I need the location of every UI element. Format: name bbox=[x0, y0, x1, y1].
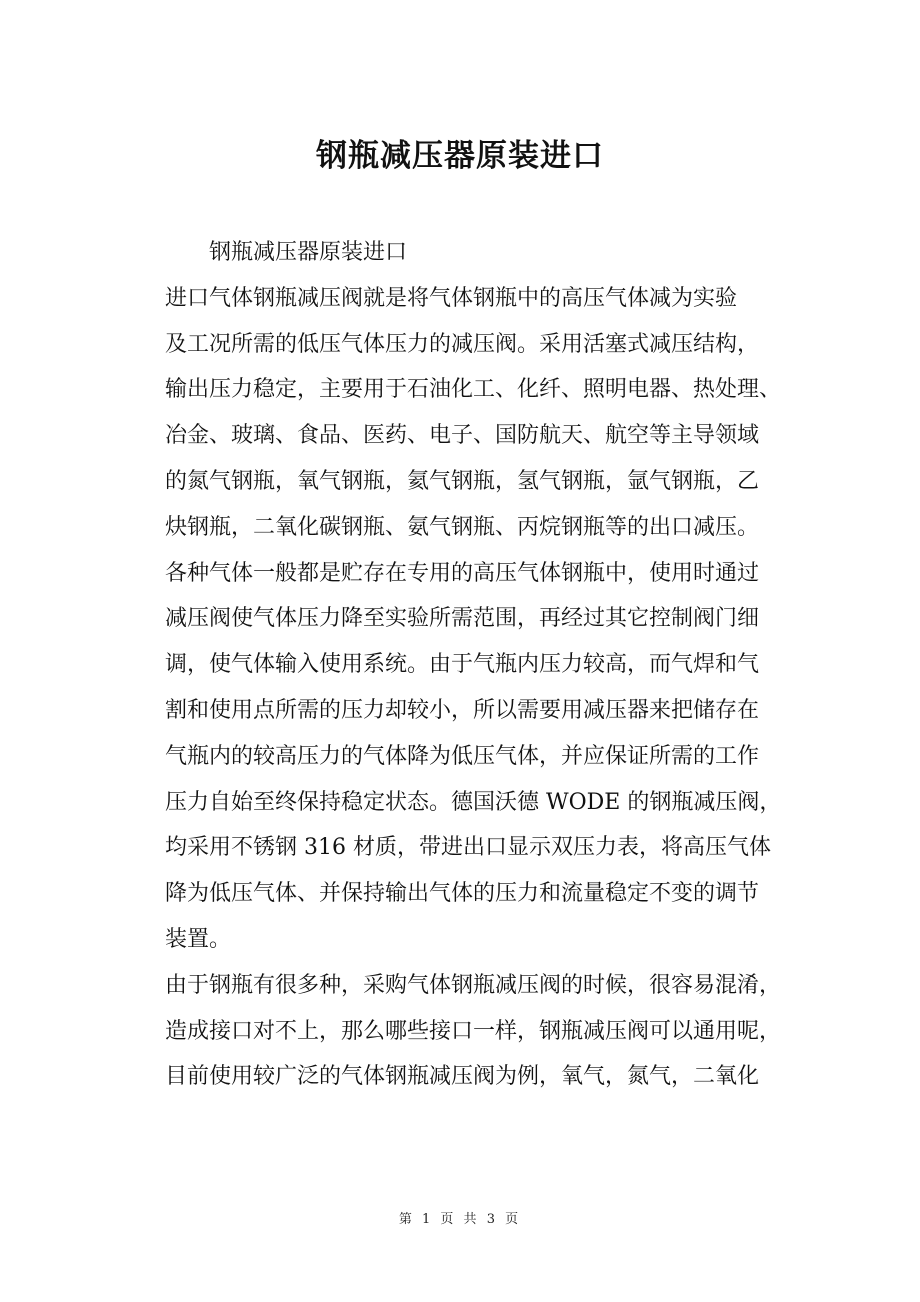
body-line: 由于钢瓶有很多种，采购气体钢瓶减压阀的时候，很容易混淆， bbox=[165, 972, 782, 998]
body-line: 的氮气钢瓶，氧气钢瓶，氦气钢瓶，氢气钢瓶，氩气钢瓶，乙 bbox=[165, 468, 760, 494]
body-line: 各种气体一般都是贮存在专用的高压气体钢瓶中，使用时通过 bbox=[165, 560, 760, 586]
document-title: 钢瓶减压器原装进口 bbox=[316, 138, 604, 174]
body-line: 进口气体钢瓶减压阀就是将气体钢瓶中的高压气体减为实验 bbox=[165, 285, 738, 311]
body-line: 降为低压气体、并保持输出气体的压力和流量稳定不变的调节 bbox=[165, 881, 760, 907]
body-line: 均采用不锈钢 316 材质，带进出口显示双压力表，将高压气体 bbox=[165, 835, 771, 861]
body-line: 炔钢瓶，二氧化碳钢瓶、氨气钢瓶、丙烷钢瓶等的出口减压。 bbox=[165, 514, 760, 540]
body-line: 目前使用较广泛的气体钢瓶减压阀为例，氧气，氮气，二氧化 bbox=[165, 1064, 760, 1090]
page-footer: 第 1 页 共 3 页 bbox=[398, 1212, 522, 1227]
document-body bbox=[165, 230, 805, 1100]
body-line: 气瓶内的较高压力的气体降为低压气体，并应保证所需的工作 bbox=[165, 743, 760, 769]
body-line: 输出压力稳定，主要用于石油化工、化纤、照明电器、热处理、 bbox=[165, 377, 782, 403]
body-line: 钢瓶减压器原装进口 bbox=[209, 240, 408, 265]
body-line: 装置。 bbox=[165, 926, 232, 952]
body-line: 压力自始至终保持稳定状态。德国沃德 WODE 的钢瓶减压阀， bbox=[165, 789, 782, 815]
body-line: 造成接口对不上，那么哪些接口一样，钢瓶减压阀可以通用呢， bbox=[165, 1018, 782, 1044]
body-line: 冶金、玻璃、食品、医药、电子、国防航天、航空等主导领域 bbox=[165, 423, 760, 449]
body-line: 及工况所需的低压气体压力的减压阀。采用活塞式减压结构， bbox=[165, 331, 760, 357]
body-line: 割和使用点所需的压力却较小，所以需要用减压器来把储存在 bbox=[165, 697, 760, 723]
body-line: 减压阀使气体压力降至实验所需范围，再经过其它控制阀门细 bbox=[165, 606, 760, 632]
body-line: 调，使气体输入使用系统。由于气瓶内压力较高，而气焊和气 bbox=[165, 652, 760, 678]
